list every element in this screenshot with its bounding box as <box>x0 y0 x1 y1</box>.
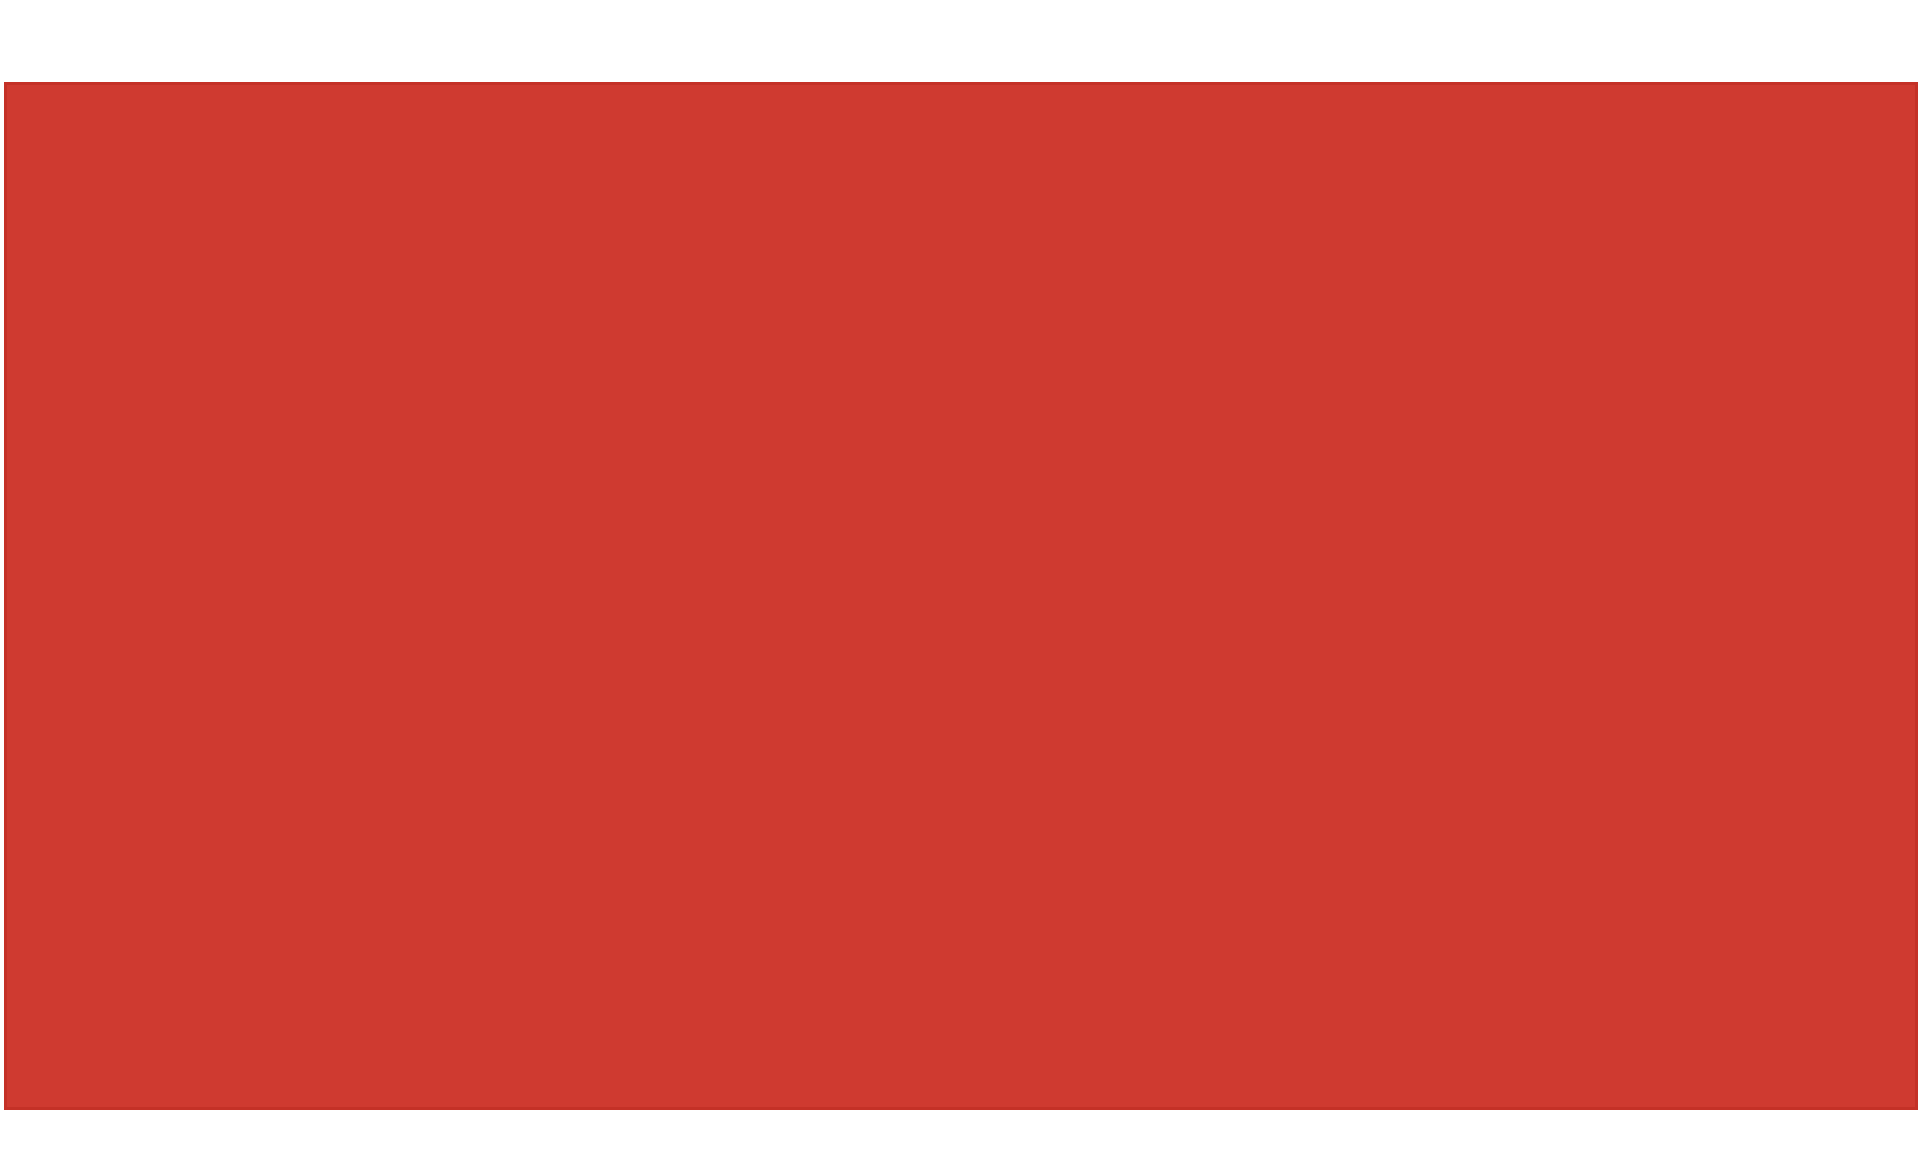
pension-table <box>4 82 1918 1110</box>
page-title <box>134 18 1785 78</box>
